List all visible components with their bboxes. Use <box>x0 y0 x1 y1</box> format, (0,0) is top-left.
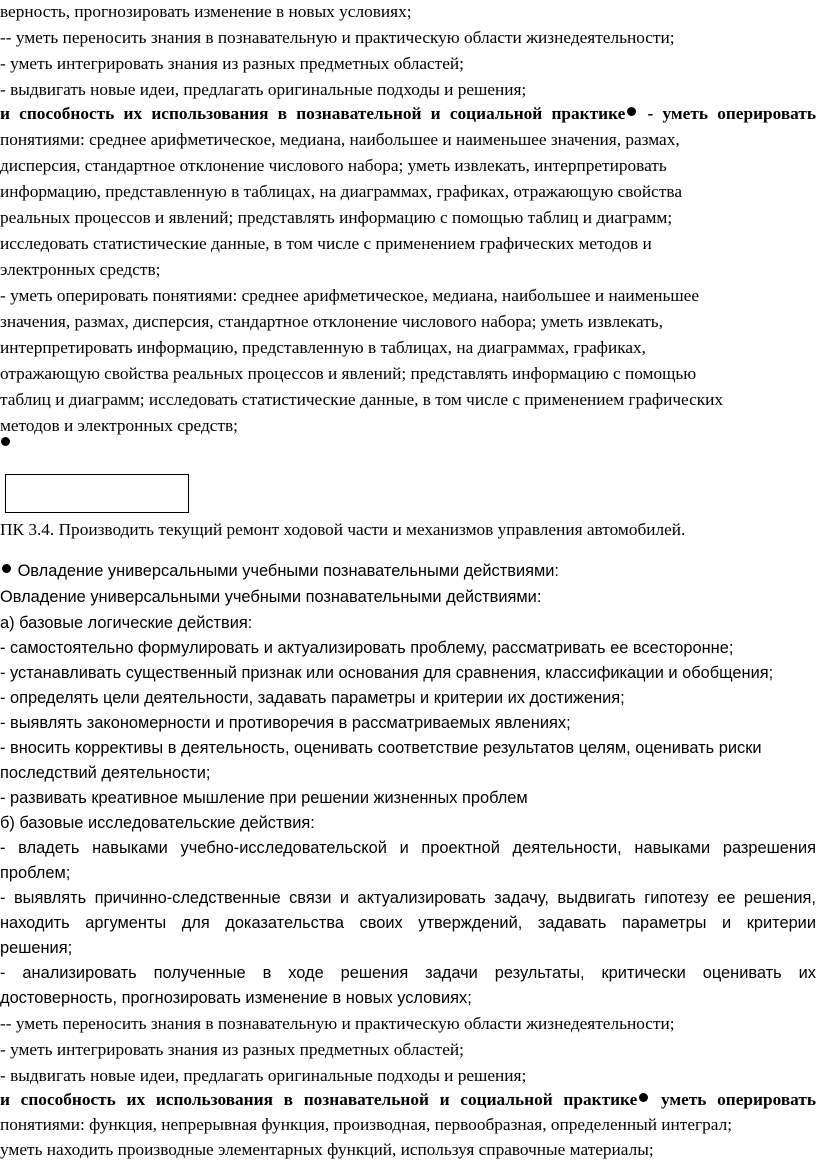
text-line-bold <box>0 1088 816 1112</box>
text-fragment: и способность их использования в познавательной и социальной практике <box>0 104 626 123</box>
text-line: информацию, представленную в таблицах, на диаграммах, графиках, отражающую свойства <box>0 182 683 201</box>
text-line: -- уметь переносить знания в познавательную и практическую области жизнедеятельности; <box>0 1014 675 1033</box>
bullet-icon <box>1 437 10 446</box>
section-heading <box>0 559 816 583</box>
text-line: - уметь интегрировать знания из разных предметных областей; <box>0 1040 464 1059</box>
text-fragment: уметь оперировать <box>660 1090 816 1109</box>
text-line: -- уметь переносить знания в познавательную и практическую области жизнедеятельности; <box>0 28 675 47</box>
text-line: б) базовые исследовательские действия: <box>0 814 315 832</box>
text-line: - выявлять причинно-следственные связи и актуализировать задачу, выдвигать гипотезу ее решения, <box>0 889 816 907</box>
text-line-bold <box>0 102 816 126</box>
text-line: исследовать статистические данные, в том числе с применением графических методов и <box>0 234 652 253</box>
text-fragment: Овладение универсальными учебными познавательными действиями: <box>17 562 559 580</box>
text-line: таблиц и диаграмм; исследовать статистические данные, в том числе с применением графических <box>0 390 724 409</box>
text-line: находить аргументы для доказательства своих утверждений, задавать параметры и критерии <box>0 914 816 932</box>
text-line: проблем; <box>0 864 71 882</box>
text-line: уметь находить производные элементарных функций, используя справочные материалы; <box>0 1140 654 1159</box>
bullet-icon <box>627 107 636 116</box>
text-line: - выдвигать новые идеи, предлагать оригинальные подходы и решения; <box>0 80 527 99</box>
text-line: - развивать креативное мышление при решении жизненных проблем <box>0 789 528 807</box>
text-line: а) базовые логические действия: <box>0 614 253 632</box>
text-line: решения; <box>0 939 73 957</box>
text-line: - уметь интегрировать знания из разных предметных областей; <box>0 54 464 73</box>
bullet-line <box>0 432 816 456</box>
text-line: последствий деятельности; <box>0 764 211 782</box>
text-line: отражающую свойства реальных процессов и явлений; представлять информацию с помощью <box>0 364 697 383</box>
text-line: - выявлять закономерности и противоречия в рассматриваемых явлениях; <box>0 714 571 732</box>
competency-heading: ПК 3.4. Производить текущий ремонт ходовой части и механизмов управления автомобилей. <box>0 520 686 539</box>
text-line: - анализировать полученные в ходе решения задачи результаты, критически оценивать их <box>0 964 816 982</box>
empty-table-cell <box>5 474 189 513</box>
text-line: понятиями: функция, непрерывная функция, производная, первообразная, определенный интеграл; <box>0 1115 732 1134</box>
text-line: дисперсия, стандартное отклонение числового набора; уметь извлекать, интерпретировать <box>0 156 667 175</box>
text-line: методов и электронных средств; <box>0 416 238 435</box>
text-line: - владеть навыками учебно-исследовательской и проектной деятельности, навыками разрешения <box>0 839 816 857</box>
section-heading: Овладение универсальными учебными познавательными действиями: <box>0 588 542 606</box>
text-fragment: и способность их использования в познавательной и социальной практике <box>0 1090 638 1109</box>
text-line: понятиями: среднее арифметическое, медиана, наибольшее и наименьшее значения, размах, <box>0 130 680 149</box>
text-line: интерпретировать информацию, представленную в таблицах, на диаграммах, графиках, <box>0 338 646 357</box>
text-line: электронных средств; <box>0 260 161 279</box>
text-line: - вносить коррективы в деятельность, оценивать соответствие результатов целям, оценивать риски <box>0 739 762 757</box>
text-fragment: - уметь оперировать <box>647 104 816 123</box>
text-line: реальных процессов и явлений; представлять информацию с помощью таблиц и диаграмм; <box>0 208 673 227</box>
text-line: - выдвигать новые идеи, предлагать оригинальные подходы и решения; <box>0 1066 527 1085</box>
text-line: - уметь оперировать понятиями: среднее арифметическое, медиана, наибольшее и наименьшее <box>0 286 699 305</box>
text-line: верность, прогнозировать изменение в новых условиях; <box>0 2 412 21</box>
text-line: - устанавливать существенный признак или основания для сравнения, классификации и обобщения; <box>0 664 774 682</box>
bullet-icon <box>639 1093 648 1102</box>
text-line: значения, размах, дисперсия, стандартное отклонение числового набора; уметь извлекать, <box>0 312 663 331</box>
bullet-icon <box>2 564 11 573</box>
text-line: - определять цели деятельности, задавать параметры и критерии их достижения; <box>0 689 625 707</box>
text-line: - самостоятельно формулировать и актуализировать проблему, рассматривать ее всесторонне; <box>0 639 734 657</box>
text-line: достоверность, прогнозировать изменение в новых условиях; <box>0 989 472 1007</box>
